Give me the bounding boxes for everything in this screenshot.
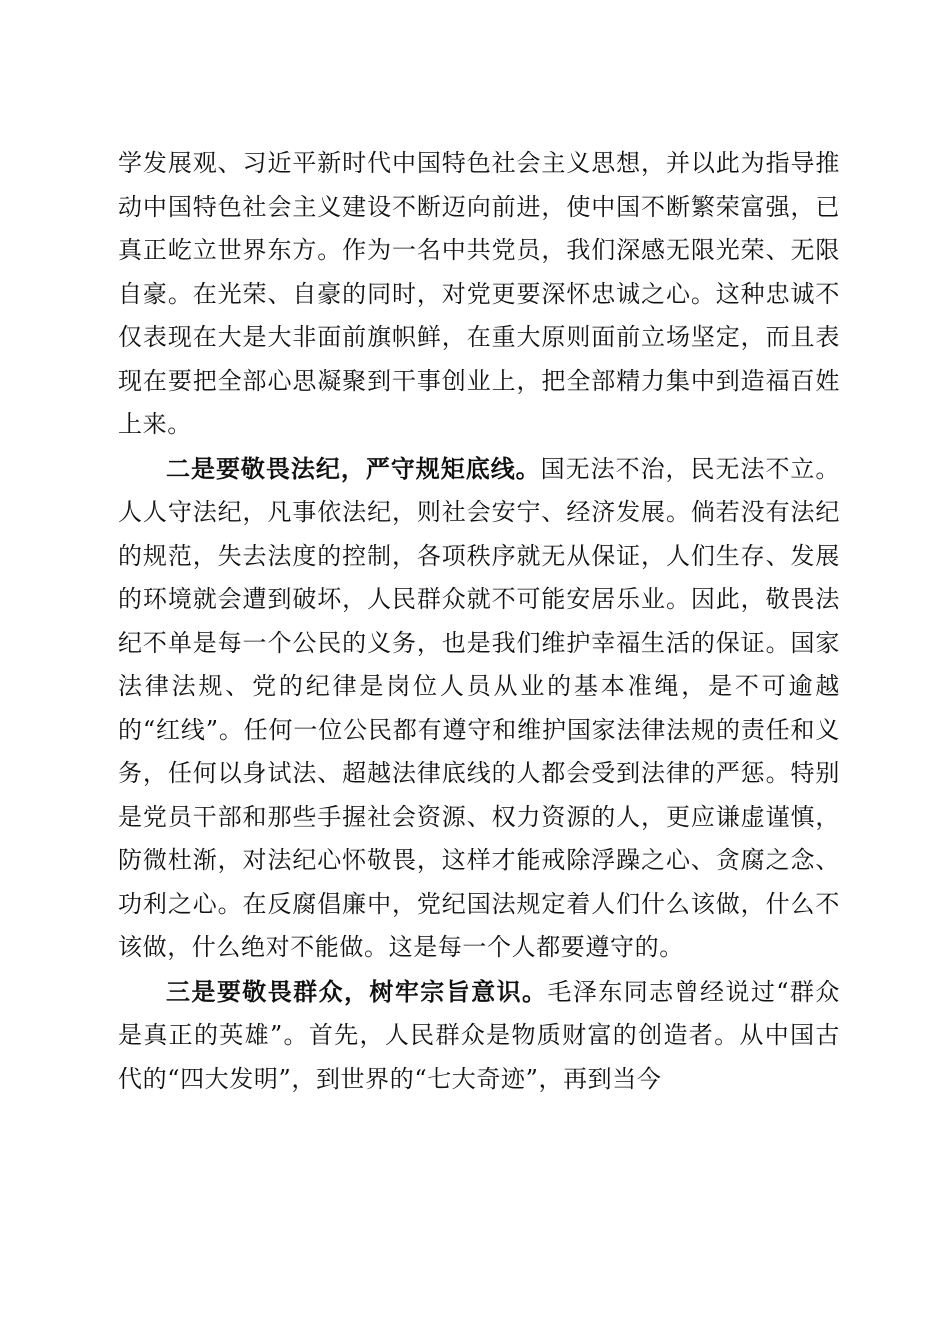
paragraph-heading: 二是要敬畏法纪，严守规矩底线。 bbox=[166, 453, 541, 483]
paragraph-continuation bbox=[118, 142, 840, 447]
paragraph-respect-law bbox=[118, 447, 840, 970]
paragraph-respect-masses bbox=[118, 970, 840, 1102]
paragraph-text: 国无法不治，民无法不立。人人守法纪，凡事依法纪，则社会安宁、经济发展。倘若没有法纪的规范，失去法度的控制，各项秩序就无从保证，人们生存、发展的环境就会遭到破坏，人民群众就不可能安居乐业。因此，敬畏法纪不单是每一个公民的义务，也是我们维护幸福生活的保证。国家法律法规、党的纪律是岗位人员从业的基本准绳，是不可逾越的“红线”。任何一位公民都有遵守和维护国家法律法规的责任和义务，任何以身试法、超越法律底线的人都会受到法律的严惩。特别是党员干部和那些手握社会资源、权力资源的人，更应谦虚谨慎，防微杜渐，对法纪心怀敬畏，这样才能戒除浮躁之心、贪腐之念、功利之心。在反腐倡廉中，党纪国法规定着人们什么该做，什么不该做，什么绝对不能做。这是每一个人都要遵守的。 bbox=[118, 454, 841, 961]
paragraph-text: 学发展观、习近平新时代中国特色社会主义思想，并以此为指导推动中国特色社会主义建设不断迈向前进，使中国不断繁荣富强，已真正屹立世界东方。作为一名中共党员，我们深感无限光荣、无限自豪。在光荣、自豪的同时，对党更要深怀忠诚之心。这种忠诚不仅表现在大是大非面前旗帜鲜，在重大原则面前立场坚定，而且表现在要把全部心思凝聚到干事创业上，把全部精力集中到造福百姓上来。 bbox=[118, 149, 840, 438]
paragraph-text: 毛泽东同志曾经说过“群众是真正的英雄”。首先，人民群众是物质财富的创造者。从中国古代的“四大发明”，到世界的“七大奇迹”，再到当今 bbox=[118, 977, 840, 1093]
paragraph-heading: 三是要敬畏群众，树牢宗旨意识。 bbox=[166, 976, 548, 1006]
body-text bbox=[118, 142, 840, 1101]
